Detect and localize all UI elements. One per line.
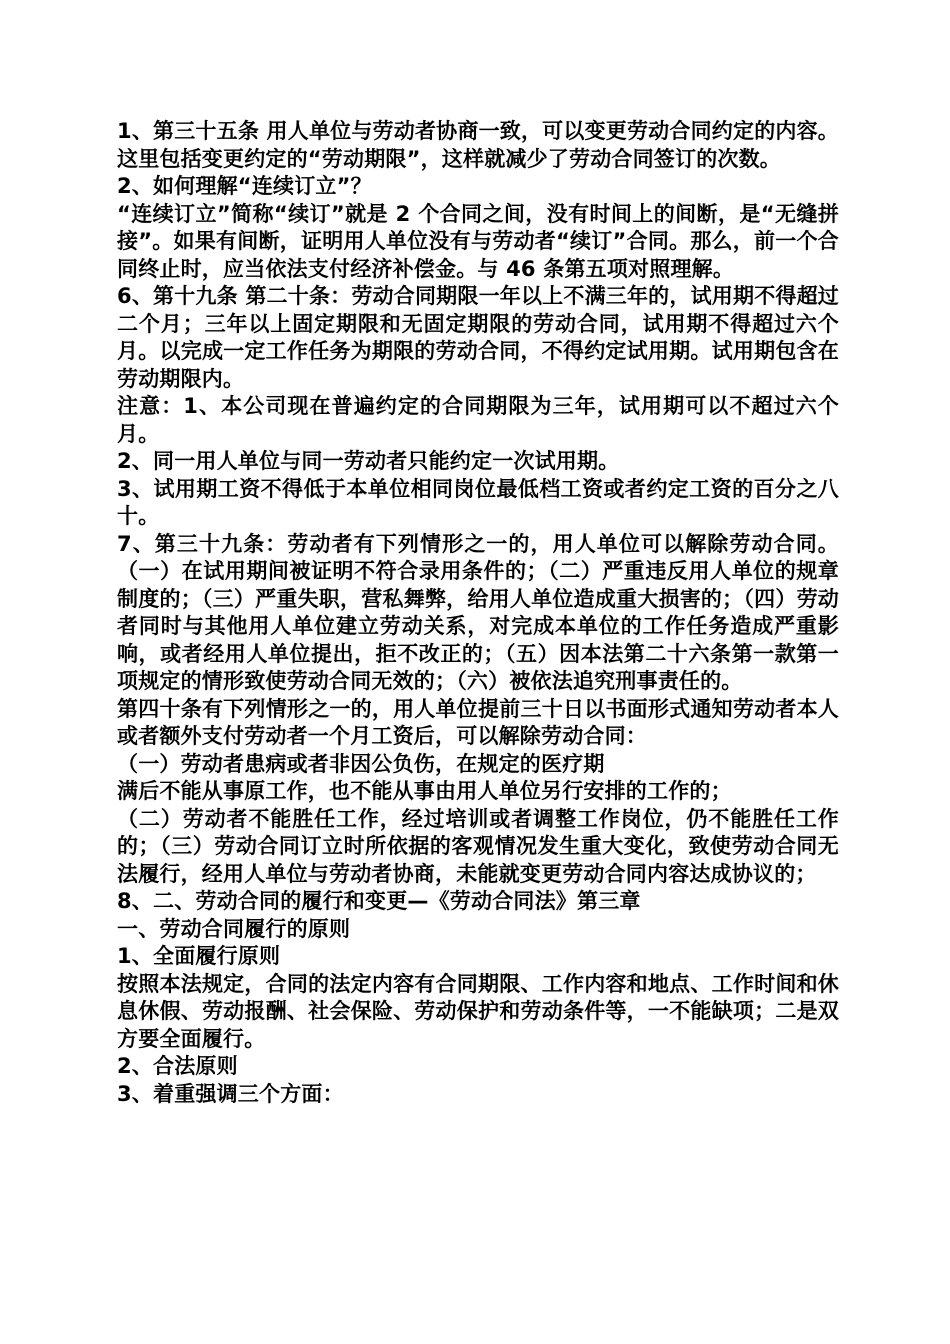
paragraph-full-performance-heading: 1、全面履行原则 (117, 944, 281, 968)
document-body (117, 118, 839, 1108)
paragraph-question-continuous: 2、如何理解“连续订立”？ (117, 174, 372, 198)
paragraph-full-performance-body: 按照本法规定，合同的法定内容有合同期限、工作内容和地点、工作时间和休息休假、劳动报酬、社会保险、劳动保护和劳动条件等，一不能缺项；二是双方要全面履行。 (117, 971, 839, 1051)
paragraph-article-35: 1、第三十五条 用人单位与劳动者协商一致，可以变更劳动合同约定的内容。这里包括变更约定的“劳动期限”，这样就减少了劳动合同签订的次数。 (117, 119, 839, 171)
paragraph-continuous-explanation: “连续订立”简称“续订”就是 2 个合同之间，没有时间上的间断，是“无缝拼接”。如果有间断，证明用人单位没有与劳动者“续订”合同。那么，前一个合同终止时，应当依法支付经济补偿金。与 46 条第五项对照理解。 (117, 201, 839, 281)
paragraph-article-40-item-1: （一）劳动者患病或者非因公负伤，在规定的医疗期 (117, 751, 605, 776)
paragraph-article-39: 7、第三十九条：劳动者有下列情形之一的，用人单位可以解除劳动合同。（一）在试用期间被证明不符合录用条件的；（二）严重违反用人单位的规章制度的；（三）严重失职，营私舞弊，给用人单位造成重大损害的；（四）劳动者同时与其他用人单位建立劳动关系，对完成本单位的工作任务造成严重影响，或者经用人单位提出，拒不改正的；（五）因本法第二十六条第一款第一项规定的情形致使劳动合同无效的；（六）被依法追究刑事责任的。 (117, 531, 839, 693)
paragraph-chapter-3-heading: 8、二、劳动合同的履行和变更—《劳动合同法》第三章 (117, 889, 641, 913)
paragraph-article-40-item-1-cont: 满后不能从事原工作，也不能从事由用人单位另行安排的工作的； (117, 779, 732, 803)
paragraph-note-3: 3、试用期工资不得低于本单位相同岗位最低档工资或者约定工资的百分之八十。 (117, 476, 839, 528)
paragraph-note-2: 2、同一用人单位与同一劳动者只能约定一次试用期。 (117, 449, 620, 473)
paragraph-three-aspects: 3、着重强调三个方面： (117, 1081, 344, 1106)
paragraph-principles-heading: 一、劳动合同履行的原则 (117, 916, 351, 941)
paragraph-note-1: 注意：1、本公司现在普遍约定的合同期限为三年，试用期可以不超过六个月。 (117, 394, 839, 446)
paragraph-article-40-items-2-3: （二）劳动者不能胜任工作，经过培训或者调整工作岗位，仍不能胜任工作的；（三）劳动合同订立时所依据的客观情况发生重大变化，致使劳动合同无法履行，经用人单位与劳动者协商，未能就变更劳动合同内容达成协议的； (117, 806, 839, 886)
paragraph-article-40: 第四十条有下列情形之一的，用人单位提前三十日以书面形式通知劳动者本人或者额外支付劳动者一个月工资后，可以解除劳动合同： (117, 696, 839, 748)
paragraph-article-19-20: 6、第十九条 第二十条：劳动合同期限一年以上不满三年的，试用期不得超过二个月；三年以上固定期限和无固定期限的劳动合同，试用期不得超过六个月。以完成一定工作任务为期限的劳动合同，不得约定试用期。试用期包含在劳动期限内。 (117, 284, 839, 391)
paragraph-legality-heading: 2、合法原则 (117, 1054, 238, 1078)
